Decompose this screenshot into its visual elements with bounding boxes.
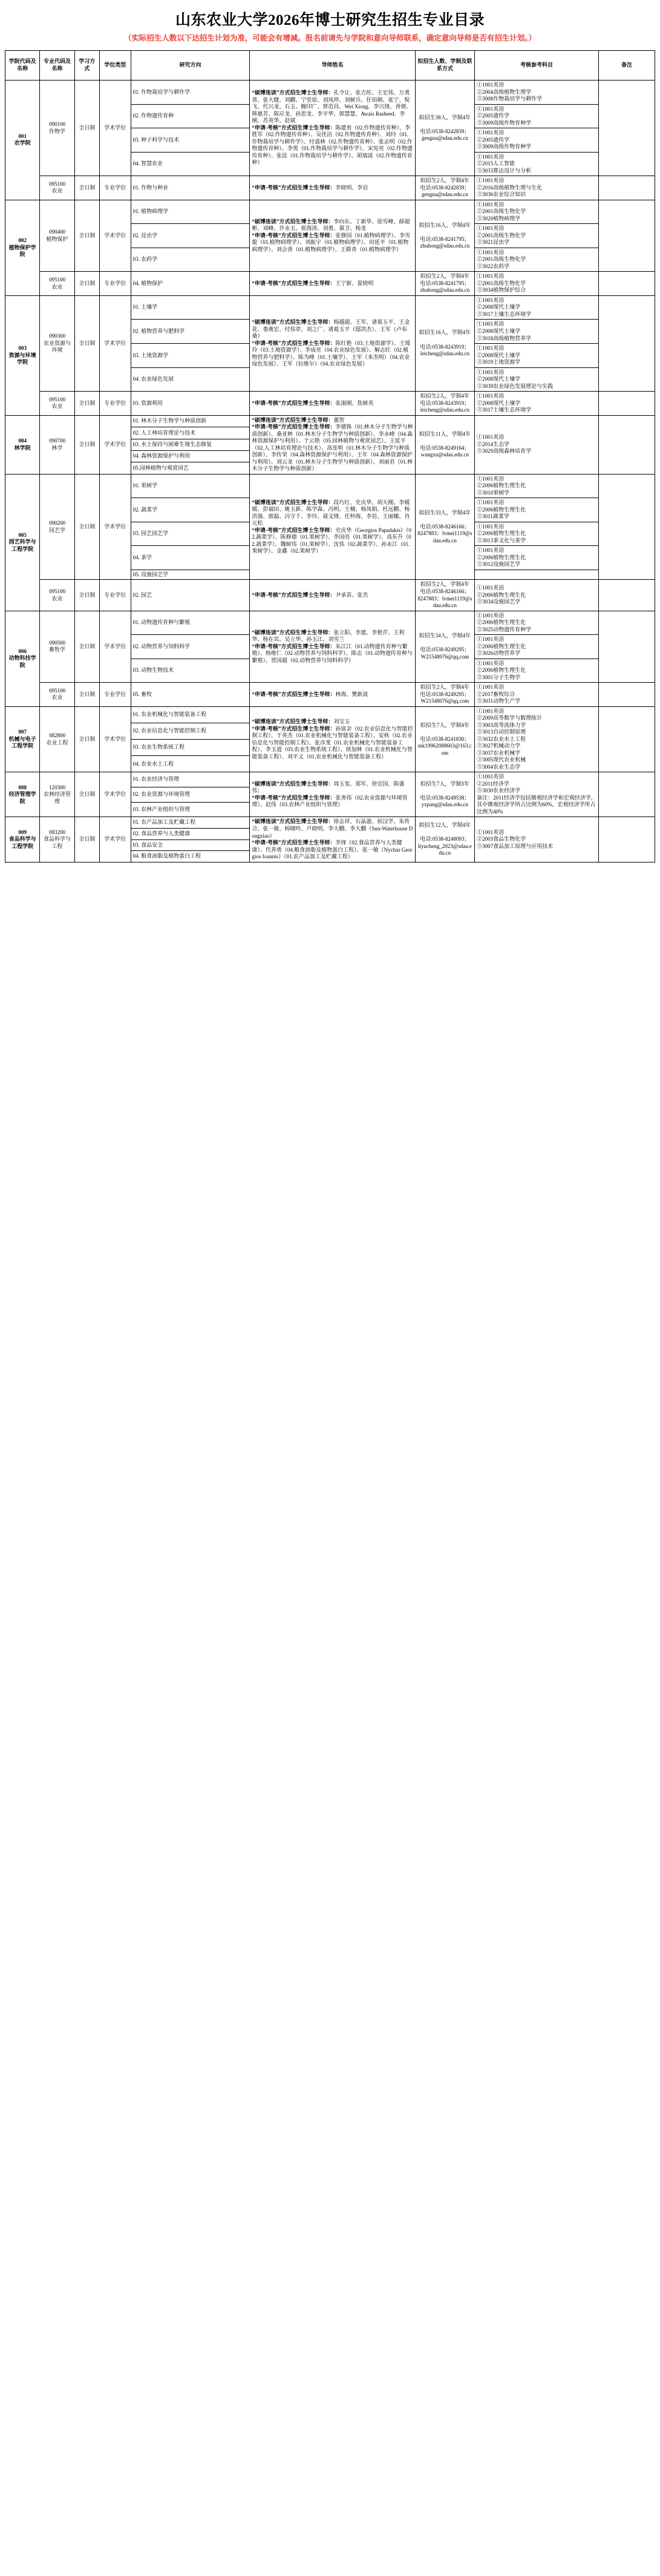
degree-type-cell: 专业学位 xyxy=(99,683,131,707)
col-header-major: 专业代码及名称 xyxy=(40,51,74,80)
research-direction-cell: 04. 农业水土工程 xyxy=(131,756,250,772)
table-row xyxy=(5,176,655,200)
exam-subjects-cell xyxy=(475,570,599,580)
college-code-name-cell: 004 林学院 xyxy=(5,415,40,474)
shenqing-advisor-list: 张务伟（02.农业资源与环境管理）、赵伟（03.农林产业组织与管理） xyxy=(252,794,408,808)
college-code-name-cell: 005 园艺科学与工程学院 xyxy=(5,474,40,611)
exam-subjects-cell: ①1001英语 ②2001高级生物化学 ③3020植物病理学 xyxy=(475,200,599,224)
exam-subjects-cell: ①1001英语 ②2006植物生理生化 ③3011蔬菜学 xyxy=(475,498,599,522)
research-direction-cell: 01. 土壤学 xyxy=(131,295,250,320)
remark-cell xyxy=(599,772,655,817)
research-direction-cell: 01. 林木分子生物学与种质创新 xyxy=(131,415,250,427)
research-direction-cell: 05. 设施园艺学 xyxy=(131,570,250,580)
table-row xyxy=(5,772,655,787)
exam-subjects-cell: ①1001英语 ②2016高级植物生理与生化 ③3036农业综合知识 xyxy=(475,176,599,200)
remark-cell xyxy=(599,580,655,611)
shenqing-kaohe-label: “申请-考核”方式招生博士生导师： xyxy=(252,527,336,533)
enrollment-contact-cell: 拟招生2人，学制4年 电话:0538-8243919； leicheng@sdau.edu.cn xyxy=(415,392,474,416)
research-direction-cell: 02. 农业信息化与智能控制工程 xyxy=(131,723,250,739)
degree-type-cell: 专业学位 xyxy=(99,176,131,200)
degree-type-cell: 学术学位 xyxy=(99,415,131,474)
degree-type-cell: 学术学位 xyxy=(99,817,131,862)
table-header xyxy=(5,51,655,80)
exam-subjects-cell: ①1001英语 ②2005遗传学 ③3009高级作物育种学 xyxy=(475,128,599,153)
shuobo-advisor-list: 李向东、丁新华、原雪峰、薛超彬、刘峰、许永玉、崔海涛、刘勇、慕卫、杨龙 xyxy=(252,218,410,232)
advisor-names-cell xyxy=(250,200,415,272)
major-code-name-cell: 090700 林学 xyxy=(40,415,74,474)
shenqing-advisor-list: 陈红艳（03.土地资源学）、王瑷玲（03.土地资源学）、李成亮（04.农业绿色发展）、解志红（02.植物营养与肥料学）、陈为峰（01.土壤学）、王军（本杰明）（04.农业绿色发展）、王军（拉维尔）（04.农业绿色发展） xyxy=(252,340,411,367)
major-code-name-cell: 095100 农业 xyxy=(40,580,74,611)
research-direction-cell: 02. 人工林培育理论与技术 xyxy=(131,427,250,439)
shenqing-advisor-list: 李晓明、李岩 xyxy=(335,184,368,191)
major-code-name-cell: 090400 植物保护 xyxy=(40,200,74,272)
table-row xyxy=(5,392,655,416)
exam-subjects-cell: ①1001英语 ②2001高级生物化学 ③3034植物保护综合 xyxy=(475,272,599,296)
shuobo-advisor-list: 孔令让、张吉旺、王宏伟、万勇善、张大健、刘鹏、宁堂原、刘凤珍、刘树兵、任佰朝、张宁、倪飞、代兴龙、石玉、鲍印广、曾范昌、Wei Xiong、李兴锋、胥倩、韩惠芳、陈应龙、孙思龙、李平华、郭慧慧、Awais Rasheed、李刚、苏英华、赵斌 xyxy=(252,90,412,124)
study-mode-cell: 全日制 xyxy=(74,200,99,272)
exam-subjects-cell: ①1001英语 ②2006植物生理生化 ③3001分子生物学 xyxy=(475,659,599,683)
shenqing-advisor-list: 朱江江（01.动物遗传育种与繁殖）、杨维仁（02.动物营养与饲料科学）、陈志（01.动物遗传育种与繁殖）、贾国超（02.动物营养与饲料科学） xyxy=(252,643,413,663)
shuobo-advisor-list: 徐志祥、石晶盈、侯汉学、朱传合、张一敏、杨啸吟、卢晓明、李大鹏、李大鹏（Sun-Waterhouse Dongxiao） xyxy=(252,818,413,839)
degree-type-cell: 学术学位 xyxy=(99,80,131,176)
degree-type-cell: 专业学位 xyxy=(99,272,131,296)
research-direction-cell: 02. 农业资源与环境管理 xyxy=(131,787,250,803)
exam-subjects-cell: ①1001英语 ②2014生态学 ③3029高级森林培育学 xyxy=(475,415,599,474)
table-row xyxy=(5,611,655,635)
shuobo-advisor-list: 段巧红、史庆华、胡大刚、李媛媛、彭福田、姚玉新、陈学森、冯明、王楠、杨凤娟、杜远鹏、杨洪强、郭磊、冯守千、李玲、聂文锋、任仲海、李岩、王丽娜、肖元松 xyxy=(252,499,410,527)
exam-subjects-cell: ①1001英语 ②2003食品生物化学 ③3007食品加工原理与应用技术 xyxy=(475,817,599,862)
enrollment-contact-cell: 拟招生34人，学制4年 电话:0538-8249295； W21548076@qq.com xyxy=(415,611,474,683)
research-direction-cell: 02. 食品营养与人类健康 xyxy=(131,828,250,840)
exam-subjects-cell: ①1001英语 ②2011经济学 ③3030农业经济学 备注：2011经济学包括微观经济学和宏观经济学，其中微观经济学所占比例为60%，宏观经济学所占比例为40% xyxy=(475,772,599,817)
major-code-name-cell: 090300 农业资源与环境 xyxy=(40,295,74,391)
remark-cell xyxy=(599,415,655,474)
major-code-name-cell: 095100 农业 xyxy=(40,176,74,200)
shenqing-advisor-list: 李锋（02.食品营养与人类健康）、代养勇（04.粮食油脂及植物蛋白工程）、张一敏（Nychas Georgios Ioannis）（01.农产品加工及贮藏工程） xyxy=(252,840,413,860)
major-code-name-cell: 095100 农业 xyxy=(40,272,74,296)
research-direction-cell: 03. 食品安全 xyxy=(131,840,250,851)
research-direction-cell: 03. 动物生物技术 xyxy=(131,659,250,683)
study-mode-cell: 全日制 xyxy=(74,611,99,683)
study-mode-cell: 全日制 xyxy=(74,772,99,817)
shuobo-lianDu-label: “硕博连读”方式招生博士生导师： xyxy=(252,499,334,505)
exam-subjects-cell: ①1001英语 ②2006植物生理生化 ③3010果树学 xyxy=(475,474,599,498)
shenqing-kaohe-label: “申请-考核”方式招生博士生导师： xyxy=(252,399,336,406)
exam-subjects-cell: ①1001英语 ②2009高等数学与数理统计 ③3003高等流体力学 ③3013自动控制原理 ③3032农业水土工程 ③3027机械动力学 ③3037农业机械学 ③3005现代农业机械 ③3004农业生态学 xyxy=(475,706,599,772)
research-direction-cell: 02. 园艺 xyxy=(131,580,250,611)
remark-cell xyxy=(599,817,655,862)
page-subtitle: （实际招生人数以下达招生计划为准，可能会有增减。报名前请先与学院和意向导师联系，确定意向导师是否有招生计划。） xyxy=(123,33,537,42)
exam-subjects-cell: ①1001英语 ②2015人工智能 ③3033算法设计与分析 xyxy=(475,152,599,176)
shuobo-lianDu-label: “硕博连读”方式招生博士生导师： xyxy=(252,218,334,225)
enrollment-contact-cell: 拟招生2人，学制4年 电话:0538-8249295； W21548076@qq.com xyxy=(415,683,474,707)
exam-subjects-cell: ①1001英语 ②2001高级生物化学 ③3021昆虫学 xyxy=(475,224,599,248)
advisor-names-cell xyxy=(250,415,415,474)
research-direction-cell: 01. 农业机械化与智能装备工程 xyxy=(131,706,250,723)
exam-subjects-cell: ①1001英语 ②2008现代土壤学 ③3017土壤生态环境学 xyxy=(475,392,599,416)
exam-subjects-cell: ①1001英语 ②2005遗传学 ③3009高级作物育种学 xyxy=(475,104,599,128)
research-direction-cell: 04. 森林资源保护与利用 xyxy=(131,450,250,462)
research-direction-cell: 01. 植物病理学 xyxy=(131,200,250,224)
exam-subjects-cell: ①1001英语 ②2006植物生理生化 ③3025动物遗传育种学 xyxy=(475,611,599,635)
study-mode-cell: 全日制 xyxy=(74,176,99,200)
exam-subjects-cell: ①1001英语 ②2008现代土壤学 ③3017土壤生态环境学 xyxy=(475,295,599,320)
research-direction-cell: 02. 作物遗传育种 xyxy=(131,104,250,128)
degree-type-cell: 学术学位 xyxy=(99,295,131,391)
col-header-exam-subjects: 考核参考科目 xyxy=(475,51,599,80)
shenqing-kaohe-label: “申请-考核”方式招生博士生导师： xyxy=(252,691,336,697)
major-code-name-cell: 090100 作物学 xyxy=(40,80,74,176)
research-direction-cell: 03. 水土保持与困难生境生态修复 xyxy=(131,439,250,450)
college-code-name-cell: 003 资源与环境学院 xyxy=(5,295,40,415)
research-direction-cell: 05. 畜牧 xyxy=(131,683,250,707)
enrollment-contact-cell: 拟招生38人，学制4年 电话:0538-8242839； gengna@sdau.edu.cn xyxy=(415,80,474,176)
table-row xyxy=(5,415,655,427)
remark-cell xyxy=(599,200,655,272)
shenqing-kaohe-label: “申请-考核”方式招生博士生导师： xyxy=(252,840,336,846)
exam-subjects-cell: ①1001英语 ②2006植物生理生化 ③3034设施园艺学 xyxy=(475,580,599,611)
advisor-names-cell xyxy=(250,80,415,176)
remark-cell xyxy=(599,392,655,416)
remark-cell xyxy=(599,706,655,772)
research-direction-cell: 04. 植物保护 xyxy=(131,272,250,296)
col-header-advisor-name: 导师姓名 xyxy=(250,51,415,80)
advisor-names-cell xyxy=(250,772,415,817)
research-direction-cell: 03. 种子科学与技术 xyxy=(131,128,250,153)
degree-type-cell: 学术学位 xyxy=(99,611,131,683)
table-row xyxy=(5,80,655,105)
table-row xyxy=(5,580,655,611)
shenqing-kaohe-label: “申请-考核”方式招生博士生导师： xyxy=(252,124,336,131)
research-direction-cell: 02. 蔬菜学 xyxy=(131,498,250,522)
col-header-degree-type: 学位类型 xyxy=(99,51,131,80)
major-code-name-cell: 090200 园艺学 xyxy=(40,474,74,580)
shenqing-kaohe-label: “申请-考核”方式招生博士生导师： xyxy=(252,725,336,732)
exam-subjects-cell: ①1001英语 ②2001高级生物化学 ③3022农药学 xyxy=(475,248,599,272)
research-direction-cell: 05.园林植物与观赏园艺 xyxy=(131,462,250,474)
enrollment-contact-cell: 拟招生16人，学制4年 电话:0538-8241795； zhuhong@sdau.edu.cn xyxy=(415,200,474,272)
shuobo-lianDu-label: “硕博连读”方式招生博士生导师： xyxy=(252,319,334,326)
major-code-name-cell: 095100 农业 xyxy=(40,392,74,416)
shuobo-lianDu-label: “硕博连读”方式招生博士生导师： xyxy=(252,90,334,96)
enrollment-contact-cell: 拟招生2人，学制4年 电话:0538-8241795； zhuhong@sdau.edu.cn xyxy=(415,272,474,296)
research-direction-cell: 02. 昆虫学 xyxy=(131,224,250,248)
research-direction-cell: 03. 园艺园艺学 xyxy=(131,522,250,546)
study-mode-cell: 全日制 xyxy=(74,415,99,474)
shuobo-advisor-list: 董智 xyxy=(333,416,345,423)
shuobo-advisor-list: 刘宝玉 xyxy=(333,718,350,724)
page-root xyxy=(0,0,660,869)
col-header-college: 学院代码及名称 xyxy=(5,51,40,80)
table-row xyxy=(5,706,655,723)
enrollment-contact-cell: 拟招生33人，学制4年 电话:0538-8246166； 8247883；lvmei1119@sdau.edu.cn xyxy=(415,474,474,580)
major-code-name-cell: 120300 农林经济管理 xyxy=(40,772,74,817)
degree-type-cell: 学术学位 xyxy=(99,200,131,272)
study-mode-cell: 全日制 xyxy=(74,80,99,176)
research-direction-cell: 04. 粮食油脂及植物蛋白工程 xyxy=(131,851,250,862)
shenqing-advisor-list: 张修国（01.植物病理学）、李雪旎（01.植物病理学）、刘振宇（01.植物病理学）、田延平（01.植物病理学）、刘会香（01.植物病理学）、王群青（01.植物病理学） xyxy=(252,232,411,252)
remark-cell xyxy=(599,80,655,176)
table-row xyxy=(5,474,655,498)
table-row xyxy=(5,295,655,320)
shenqing-kaohe-label: “申请-考核”方式招生博士生导师： xyxy=(252,643,336,649)
exam-subjects-cell: ①1001英语 ②2006植物生理生化 ③3012设施园艺学 xyxy=(475,546,599,570)
major-code-name-cell: 083200 食品科学与工程 xyxy=(40,817,74,862)
shuobo-lianDu-label: “硕博连读”方式招生博士生导师： xyxy=(252,718,334,724)
study-mode-cell: 全日制 xyxy=(74,580,99,611)
college-code-name-cell: 001 农学院 xyxy=(5,80,40,200)
shenqing-kaohe-label: “申请-考核”方式招生博士生导师： xyxy=(252,591,336,598)
shuobo-lianDu-label: “硕博连读”方式招生博士生导师： xyxy=(252,818,334,825)
enrollment-contact-cell: 拟招生16人，学制4年 电话:0538-8243919； leicheng@sdau.edu.cn xyxy=(415,295,474,391)
degree-type-cell: 专业学位 xyxy=(99,392,131,416)
shenqing-advisor-list: 史庆华（Georgios Papadakis）（02.蔬菜学）、陈修德（01.果树学）、李国亮（01.果树学）、高东升（02.蔬菜学）、魏树伟（01.果树学）、沈伟（02.蔬菜学）、孙永江（01.果树学）、金鑫（02.果树学） xyxy=(252,527,411,554)
table-row xyxy=(5,817,655,829)
table-row xyxy=(5,683,655,707)
advisor-names-cell xyxy=(250,580,415,611)
remark-cell xyxy=(599,295,655,391)
advisor-names-cell xyxy=(250,474,415,580)
col-header-remark: 备注 xyxy=(599,51,655,80)
study-mode-cell: 全日制 xyxy=(74,817,99,862)
enrollment-contact-cell: 拟招生7人，学制4年 电话:0538-8241830； mk19962088603@163.com xyxy=(415,706,474,772)
degree-type-cell: 学术学位 xyxy=(99,474,131,580)
col-header-enrollment-contact: 拟招生人数、学制及联系方式 xyxy=(415,51,474,80)
shenqing-kaohe-label: “申请-考核”方式招生博士生导师： xyxy=(252,340,336,346)
research-direction-cell: 03. 农林产业组织与管理 xyxy=(131,802,250,817)
shenqing-kaohe-label: “申请-考核”方式招生博士生导师： xyxy=(252,794,336,801)
shenqing-kaohe-label: “申请-考核”方式招生博士生导师： xyxy=(252,280,336,286)
shuobo-lianDu-label: “硕博连读”方式招生博士生导师： xyxy=(252,629,334,636)
table-body xyxy=(5,80,655,862)
table-row xyxy=(5,200,655,224)
advisor-names-cell xyxy=(250,176,415,200)
shuobo-advisor-list: 张立阳、李建、李艳芹、王利华、杨在宾、吴立华、孙玉江、刘雪兰 xyxy=(252,629,405,643)
advisor-names-cell xyxy=(250,295,415,391)
research-direction-cell: 01. 农业经济与管理 xyxy=(131,772,250,787)
enrollment-contact-cell: 拟招生12人，学制4年 电话:0538-8248093； liyucheng_2023@sdau.edu.cn xyxy=(415,817,474,862)
major-code-name-cell: 082800 农业工程 xyxy=(40,706,74,772)
shenqing-advisor-list: 孙富余（02.农业信息化与智能控制工程）、于英杰（01.农业机械化与智能装备工程）、安秋（02.农业信息化与智能控制工程）、张彦斐（01.农业机械化与智能装备工程）、李玉道（03.农业生物系统工程）、侯加林（01.农业机械化与智能装备工程）、刘平义（01.农业机械化与智能装备工程） xyxy=(252,725,413,760)
study-mode-cell: 全日制 xyxy=(74,272,99,296)
remark-cell xyxy=(599,683,655,707)
major-code-name-cell: 090500 畜牧学 xyxy=(40,611,74,683)
exam-subjects-cell: ①1001英语 ②2006植物生理生化 ③3013茶文化与茶学 xyxy=(475,522,599,546)
shenqing-advisor-list: 尹承苗、张杰 xyxy=(335,591,368,598)
college-code-name-cell: 007 机械与电子工程学院 xyxy=(5,706,40,772)
exam-subjects-cell: ①1001英语 ②2006植物生理生化 ③3026动物营养学 xyxy=(475,635,599,659)
degree-type-cell: 学术学位 xyxy=(99,772,131,817)
admissions-catalog-table xyxy=(5,50,655,862)
advisor-names-cell xyxy=(250,817,415,862)
shenqing-advisor-list: 张淑刚、焦树英 xyxy=(335,399,374,406)
remark-cell xyxy=(599,611,655,683)
research-direction-cell: 04. 农业绿色发展 xyxy=(131,367,250,392)
shenqing-kaohe-label: “申请-考核”方式招生博士生导师： xyxy=(252,184,336,191)
enrollment-contact-cell: 拟招生2人，学制4年 电话:0538-8242839； gengna@sdau.edu.cn xyxy=(415,176,474,200)
enrollment-contact-cell: 拟招生11人，学制4年 电话:0538-8249164； wangxu@sdau.edu.cn xyxy=(415,415,474,474)
research-direction-cell: 03. 资源利用 xyxy=(131,392,250,416)
advisor-names-cell xyxy=(250,683,415,707)
shuobo-lianDu-label: “硕博连读”方式招生博士生导师： xyxy=(252,416,334,423)
col-header-research-direction: 研究方向 xyxy=(131,51,250,80)
table-row xyxy=(5,272,655,296)
exam-subjects-cell: ①1001英语 ②2008现代土壤学 ③3018高级植物营养学 xyxy=(475,320,599,344)
shenqing-advisor-list: 李德铢（01.林木分子生物学与种质创新）、桑亚林（01.林木分子生物学与种质创新）、李永峰（04.森林资源保护与利用）、于云艳（05.园林植物与观赏园艺）、王延平（02.人工林培育理论与技术）、高连明（01.林木分子生物学与种质创新）、李传荣（04.森林资源保护与利用）、王年（04.森林资源保护与利用）、刘云龙（01.林木分子生物学与种质创新）、刘丽君（01.林木分子生物学与种质创新） xyxy=(252,424,413,472)
study-mode-cell: 全日制 xyxy=(74,392,99,416)
degree-type-cell: 专业学位 xyxy=(99,580,131,611)
study-mode-cell: 全日制 xyxy=(74,474,99,580)
college-code-name-cell: 009 食品科学与工程学院 xyxy=(5,817,40,862)
college-code-name-cell: 006 动物科技学院 xyxy=(5,611,40,706)
college-code-name-cell: 008 经济管理学院 xyxy=(5,772,40,817)
header-row xyxy=(5,51,655,80)
exam-subjects-cell: ①1001英语 ②2008现代土壤学 ③3019土地资源学 xyxy=(475,344,599,368)
shenqing-advisor-list: 林海、樊新波 xyxy=(335,691,368,697)
study-mode-cell: 全日制 xyxy=(74,683,99,707)
research-direction-cell: 03. 土地资源学 xyxy=(131,344,250,368)
research-direction-cell: 01. 果树学 xyxy=(131,474,250,498)
enrollment-contact-cell: 拟招生2人，学制4年 电话:0538-8246166； 8247883；lvmei1119@sdau.edu.cn xyxy=(415,580,474,611)
study-mode-cell: 全日制 xyxy=(74,295,99,391)
research-direction-cell: 04. 茶学 xyxy=(131,546,250,570)
research-direction-cell: 03. 农药学 xyxy=(131,248,250,272)
page-title: 山东农业大学2026年博士研究生招生专业目录 xyxy=(175,12,485,28)
remark-cell xyxy=(599,474,655,580)
major-code-name-cell: 095100 农业 xyxy=(40,683,74,707)
shuobo-advisor-list: 周玉玺、郑军、徐宣国、陈盛伟； xyxy=(252,780,405,794)
research-direction-cell: 02. 动物营养与饲料科学 xyxy=(131,635,250,659)
research-direction-cell: 02. 植物营养与肥料学 xyxy=(131,320,250,344)
shuobo-advisor-list: 杨越超、王军、诸葛玉平、王金花、娄燕宏、付伟章、刘之广、诸葛玉平（邸洪杰）、王军（卢布桑） xyxy=(252,319,410,340)
advisor-names-cell xyxy=(250,706,415,772)
research-direction-cell: 01. 作物与种业 xyxy=(131,176,250,200)
research-direction-cell: 01. 作物栽培学与耕作学 xyxy=(131,80,250,105)
research-direction-cell: 04. 智慧农业 xyxy=(131,152,250,176)
shenqing-kaohe-label: “申请-考核”方式招生博士生导师： xyxy=(252,424,336,430)
exam-subjects-cell: ①1001英语 ②2017畜牧综合 ③3031动物生产学 xyxy=(475,683,599,707)
college-code-name-cell: 002 植物保护学院 xyxy=(5,200,40,295)
advisor-names-cell xyxy=(250,392,415,416)
shenqing-advisor-list: 陈建省（02.作物遗传育种）、李胜军（02.作物遗传育种）、吴佳洁（02.作物遗传育种）、刘玲（01.作物栽培学与耕作学）、付道林（02.作物遗传育种）、张志明（02.作物遗传育种）、李勇（01.作物栽培学与耕作学）、宋宪亮（02.作物遗传育种）、张昆（01.作物栽培学与耕作学）、胡瑞波（02.作物遗传育种） xyxy=(252,124,413,166)
advisor-names-cell xyxy=(250,272,415,296)
research-direction-cell: 01. 农产品加工及贮藏工程 xyxy=(131,817,250,829)
research-direction-cell: 01. 动物遗传育种与繁殖 xyxy=(131,611,250,635)
enrollment-contact-cell: 拟招生7人，学制3年 电话:0538-8249538； yxpang@sdau.edu.cn xyxy=(415,772,474,817)
remark-cell xyxy=(599,272,655,296)
exam-subjects-cell: ①1001英语 ②2008现代土壤学 ③3039农业绿色发展理论与实践 xyxy=(475,367,599,392)
shuobo-lianDu-label: “硕博连读”方式招生博士生导师： xyxy=(252,780,334,787)
remark-cell xyxy=(599,176,655,200)
research-direction-cell: 03. 农业生物系统工程 xyxy=(131,740,250,756)
degree-type-cell: 学术学位 xyxy=(99,706,131,772)
advisor-names-cell xyxy=(250,611,415,683)
shenqing-kaohe-label: “申请-考核”方式招生博士生导师： xyxy=(252,232,336,238)
col-header-study-mode: 学习方式 xyxy=(74,51,99,80)
study-mode-cell: 全日制 xyxy=(74,706,99,772)
shenqing-advisor-list: 王宁新、夏晓明 xyxy=(335,280,374,286)
exam-subjects-cell: ①1001英语 ②2004高级植物生理学 ③3008作物栽培学与耕作学 xyxy=(475,80,599,105)
